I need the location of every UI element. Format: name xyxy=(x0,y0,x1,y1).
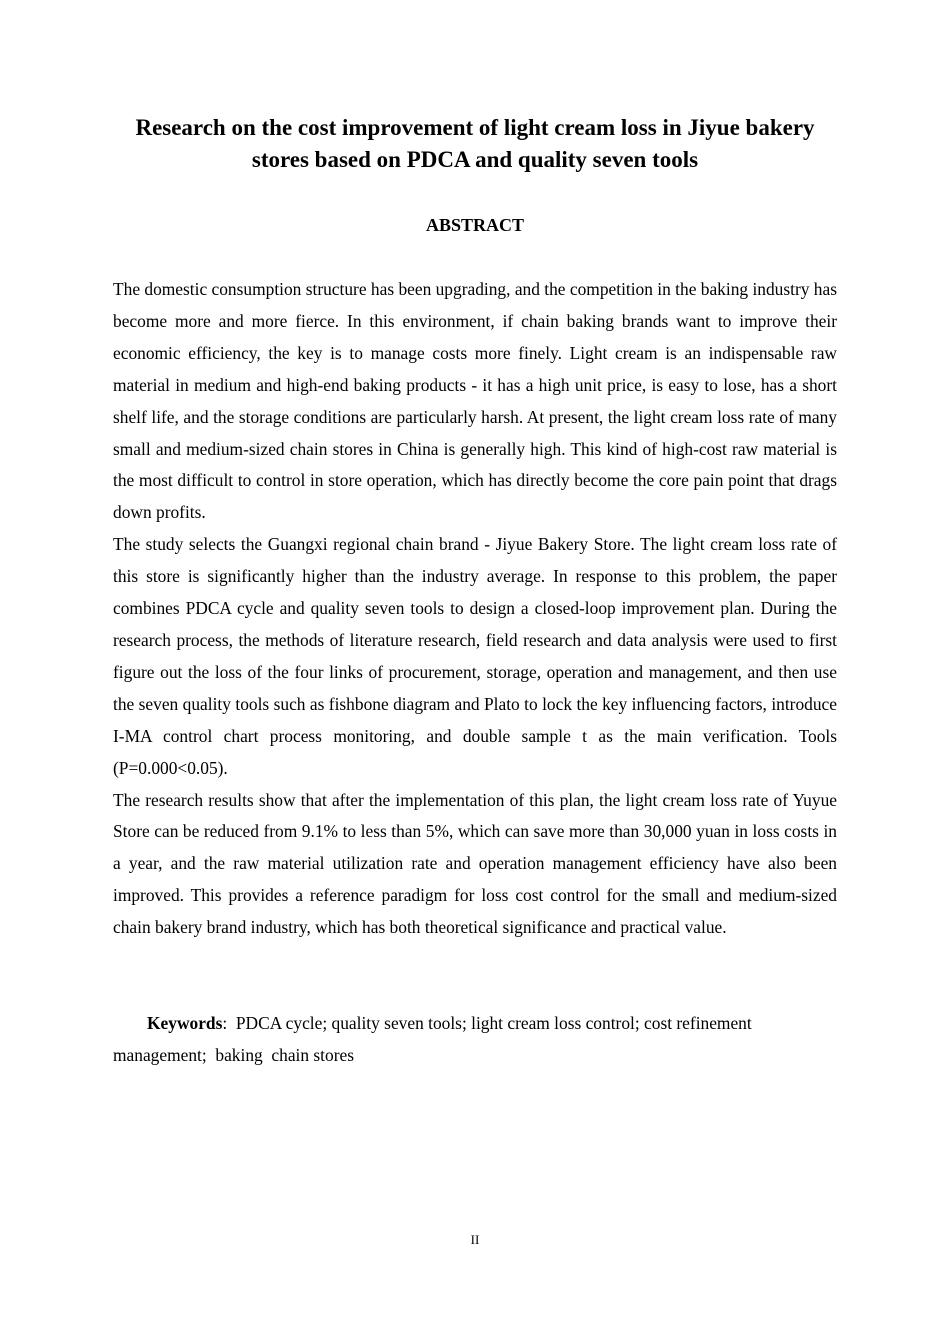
keywords-label: Keywords xyxy=(147,1013,223,1033)
abstract-paragraph-2: The study selects the Guangxi regional chain brand - Jiyue Bakery Store. The light cream loss rate of this store is significantly higher than the industry average. In response to this problem, the paper combines PDCA cycle and quality seven tools to design a closed-loop improvement plan. During the research process, the methods of literature research, field research and data analysis were used to first figure out the loss of the four links of procurement, storage, operation and management, and then use the seven quality tools such as fishbone diagram and Plato to lock the key influencing factors, introduce I-MA control chart process monitoring, and double sample t as the main verification. Tools (P=0.000<0.05). xyxy=(113,534,837,778)
keywords-line xyxy=(113,1008,837,1072)
keywords-text: PDCA cycle; quality seven tools; light cream loss control; cost refinement management; baking chain stores xyxy=(113,1013,757,1065)
abstract-paragraph-1: The domestic consumption structure has been upgrading, and the competition in the baking industry has become more and more fierce. In this environment, if chain baking brands want to improve their economic efficiency, the key is to manage costs more finely. Light cream is an indispensable raw material in medium and high-end baking products - it has a high unit price, is easy to lose, has a short shelf life, and the storage conditions are particularly harsh. At present, the light cream loss rate of many small and medium-sized chain stores in China is generally high. This kind of high-cost raw material is the most difficult to control in store operation, which has directly become the core pain point that drags down profits. xyxy=(113,279,837,523)
abstract-heading: ABSTRACT xyxy=(425,215,525,235)
keywords-separator: : xyxy=(222,1013,236,1033)
page-number: II xyxy=(470,1232,480,1247)
abstract-paragraph-3: The research results show that after the implementation of this plan, the light cream loss rate of Yuyue Store can be reduced from 9.1% to less than 5%, which can save more than 30,000 yuan in loss costs in a year, and the raw material utilization rate and operation management efficiency have also been improved. This provides a reference paradigm for loss cost control for the small and medium-sized chain bakery brand industry, which has both theoretical significance and practical value. xyxy=(113,789,837,938)
abstract-body xyxy=(113,274,837,944)
paper-title: Research on the cost improvement of light cream loss in Jiyue bakery stores based on PDCA and quality seven tools xyxy=(135,115,815,172)
